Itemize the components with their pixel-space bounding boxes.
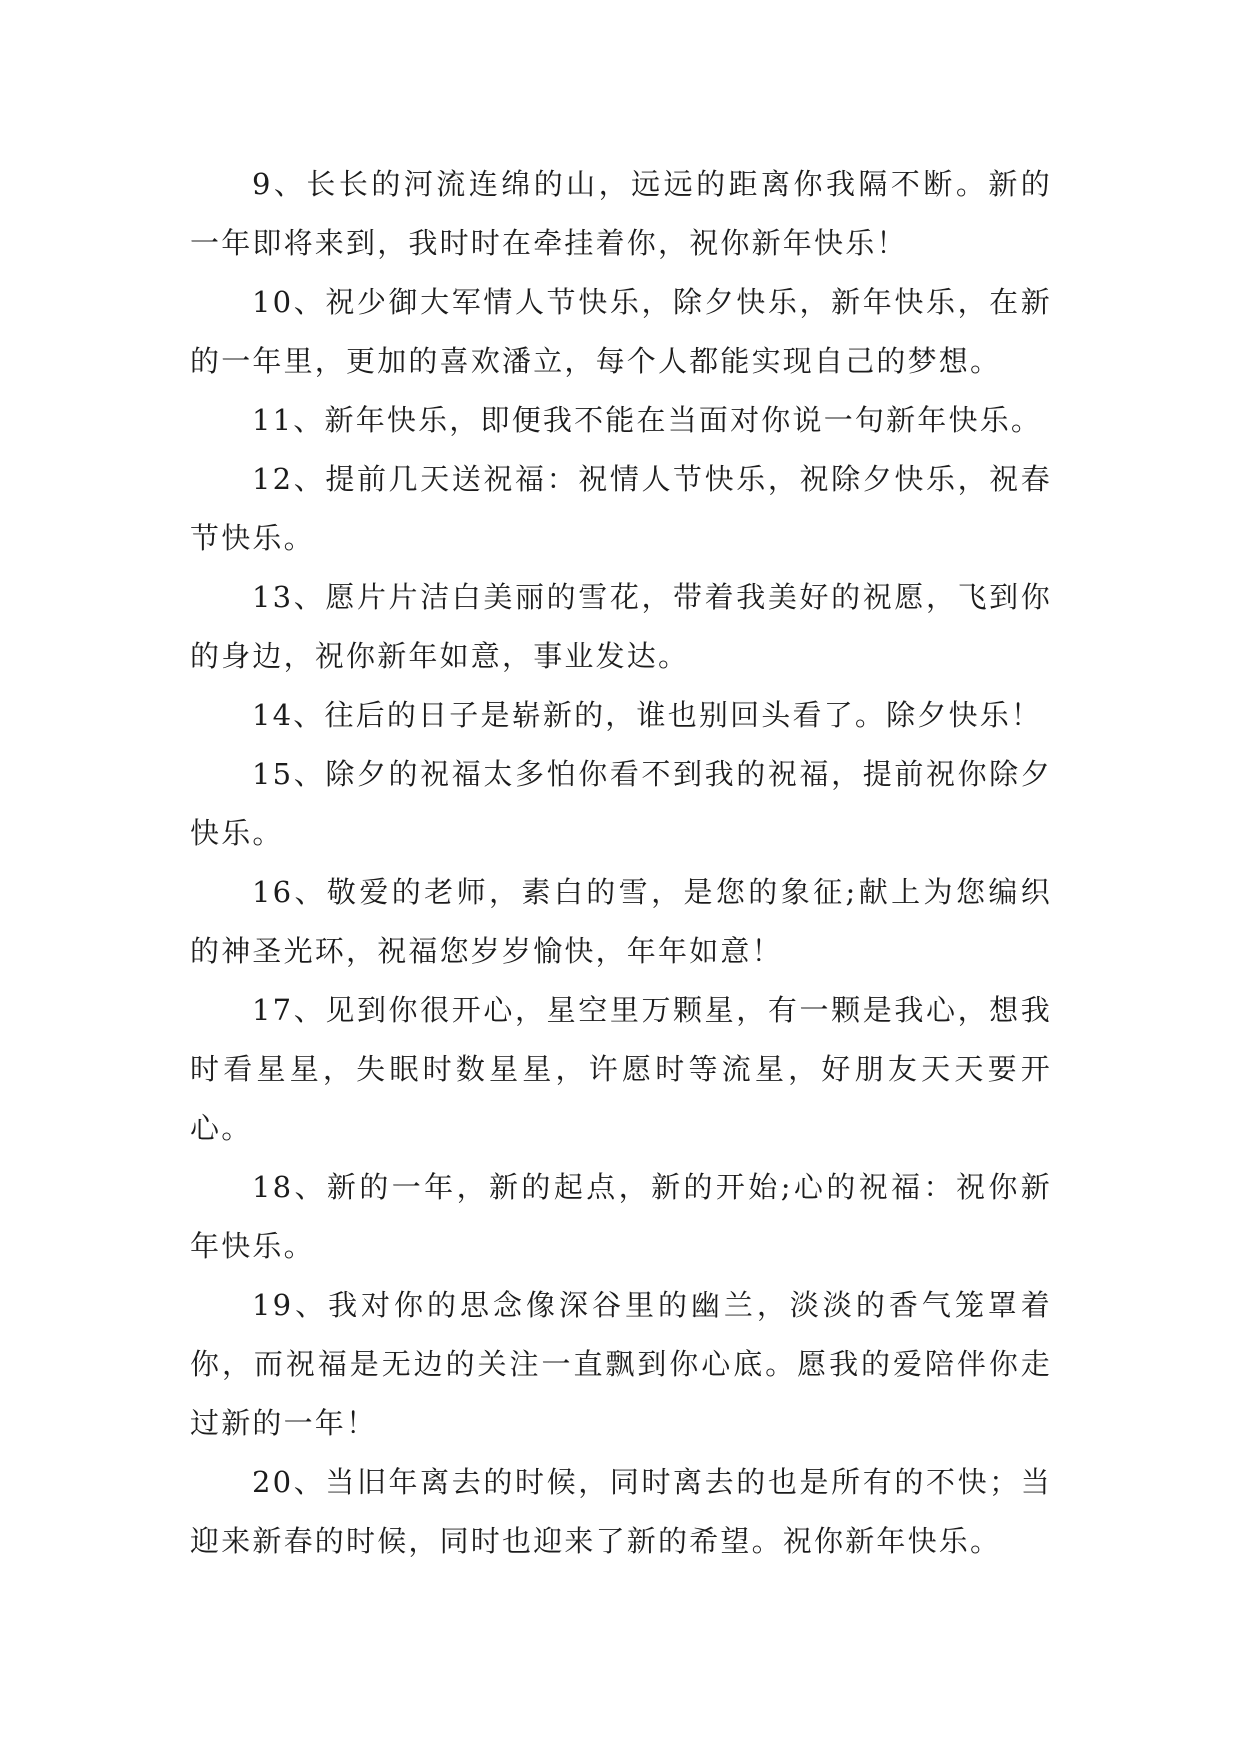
- paragraph-16: 16、敬爱的老师，素白的雪，是您的象征;献上为您编织的神圣光环，祝福您岁岁愉快，年年如意！: [190, 875, 1052, 968]
- paragraph-11: 11、新年快乐，即便我不能在当面对你说一句新年快乐。: [252, 403, 1043, 437]
- paragraph-20: 20、当旧年离去的时候，同时离去的也是所有的不快；当迎来新春的时候，同时也迎来了新的希望。祝你新年快乐。: [190, 1465, 1052, 1558]
- paragraph-15: 15、除夕的祝福太多怕你看不到我的祝福，提前祝你除夕快乐。: [190, 757, 1052, 850]
- paragraph-17: 17、见到你很开心，星空里万颗星，有一颗是我心，想我时看星星，失眠时数星星，许愿时等流星，好朋友天天要开心。: [190, 993, 1052, 1145]
- paragraph-12: 12、提前几天送祝福：祝情人节快乐，祝除夕快乐，祝春节快乐。: [190, 462, 1052, 555]
- paragraph-18: 18、新的一年，新的起点，新的开始;心的祝福：祝你新年快乐。: [190, 1170, 1052, 1263]
- paragraph-19: 19、我对你的思念像深谷里的幽兰，淡淡的香气笼罩着你，而祝福是无边的关注一直飘到你心底。愿我的爱陪伴你走过新的一年！: [190, 1288, 1052, 1440]
- paragraph-10: 10、祝少御大军情人节快乐，除夕快乐，新年快乐，在新的一年里，更加的喜欢潘立，每个人都能实现自己的梦想。: [190, 285, 1052, 378]
- paragraph-13: 13、愿片片洁白美丽的雪花，带着我美好的祝愿，飞到你的身边，祝你新年如意，事业发达。: [190, 580, 1052, 673]
- document-body: [190, 155, 1052, 1571]
- paragraph-9: 9、长长的河流连绵的山，远远的距离你我隔不断。新的一年即将来到，我时时在牵挂着你，祝你新年快乐！: [190, 167, 1052, 260]
- paragraph-14: 14、往后的日子是崭新的，谁也别回头看了。除夕快乐！: [252, 698, 1043, 732]
